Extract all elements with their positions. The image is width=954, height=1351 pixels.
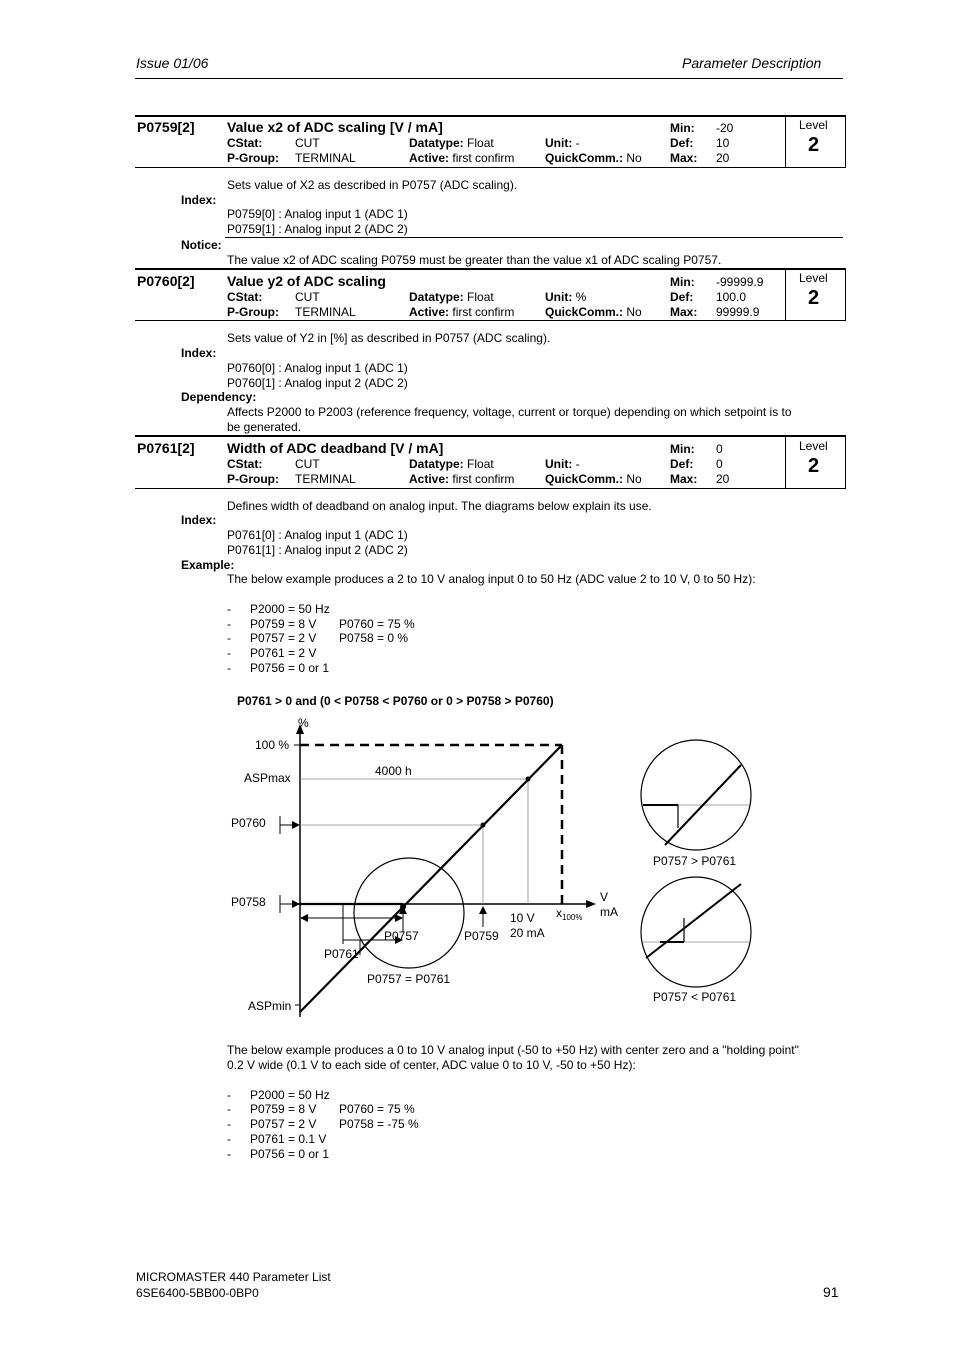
- min-label: Min:: [670, 275, 695, 289]
- eq-caption: P0757 = P0761: [367, 972, 451, 986]
- level-value: 2: [808, 287, 820, 309]
- cstat-label: CStat:: [227, 457, 263, 471]
- quickcomm: QuickComm.: No: [545, 472, 642, 486]
- list-item: - P0757 = 2 V P0758 = 0 %: [227, 631, 409, 645]
- unit: Unit: %: [545, 290, 587, 304]
- unit: Unit: -: [545, 136, 580, 150]
- example2-intro: The below example produces a 0 to 10 V analog input (-50 to +50 Hz) with center zero and a "holding point": [227, 1043, 799, 1057]
- list-item: - P0759 = 8 V P0760 = 75 %: [227, 617, 415, 631]
- level-label: Level: [799, 439, 828, 453]
- dependency-label: Dependency:: [181, 390, 257, 404]
- dependency-text: be generated.: [227, 420, 302, 434]
- unit: Unit: -: [545, 457, 580, 471]
- level-value: 2: [808, 455, 820, 477]
- x-20ma-label: 20 mA: [510, 926, 545, 940]
- datatype: Datatype: Float: [409, 136, 494, 150]
- pgroup-value: TERMINAL: [295, 305, 356, 319]
- p0761-label: P0761: [324, 947, 359, 961]
- gt-inset: [641, 740, 751, 850]
- index-item: P0759[0] : Analog input 1 (ADC 1): [227, 207, 408, 221]
- datatype: Datatype: Float: [409, 290, 494, 304]
- notice-label: Notice:: [181, 238, 222, 252]
- level-label: Level: [799, 271, 828, 285]
- x-arrow-icon: [586, 900, 596, 908]
- cstat-label: CStat:: [227, 136, 263, 150]
- pgroup-value: TERMINAL: [295, 472, 356, 486]
- footer-order-no: 6SE6400-5BB00-0BP0: [136, 1286, 259, 1300]
- index-label: Index:: [181, 346, 217, 360]
- cstat-label: CStat:: [227, 290, 263, 304]
- min-label: Min:: [670, 121, 695, 135]
- list-item: - P2000 = 50 Hz: [227, 602, 330, 616]
- param-id: P0760[2]: [137, 273, 195, 289]
- param-title: Width of ADC deadband [V / mA]: [227, 440, 444, 456]
- y-100-label: 100 %: [255, 738, 290, 752]
- list-item: - P0756 = 0 or 1: [227, 1147, 330, 1161]
- list-item: - P0756 = 0 or 1: [227, 661, 330, 675]
- def-value: 100.0: [716, 290, 747, 304]
- lt-caption: P0757 < P0761: [653, 990, 737, 1004]
- dependency-text: Affects P2000 to P2003 (reference frequency, voltage, current or torque) depending on which setpoint is to: [227, 405, 792, 419]
- def-label: Def:: [670, 136, 694, 150]
- x-unit-ma: mA: [600, 905, 618, 919]
- index-label: Index:: [181, 193, 217, 207]
- pgroup-label: P-Group:: [227, 151, 279, 165]
- min-value: 0: [716, 442, 723, 456]
- pgroup-value: TERMINAL: [295, 151, 356, 165]
- param-id: P0759[2]: [137, 119, 195, 135]
- example-intro: The below example produces a 2 to 10 V analog input 0 to 50 Hz (ADC value 2 to 10 V, 0 to 50 Hz):: [227, 572, 756, 586]
- index-item: P0761[1] : Analog input 2 (ADC 2): [227, 543, 408, 557]
- def-label: Def:: [670, 290, 694, 304]
- index-item: P0759[1] : Analog input 2 (ADC 2): [227, 222, 408, 236]
- diagram-title: P0761 > 0 and (0 < P0758 < P0760 or 0 > P0758 > P0760): [237, 694, 554, 708]
- pgroup-label: P-Group:: [227, 305, 279, 319]
- notice-text: The value x2 of ADC scaling P0759 must be greater than the value x1 of ADC scaling P0757.: [227, 253, 722, 267]
- p0758-label: P0758: [231, 895, 266, 909]
- active: Active: first confirm: [409, 472, 515, 486]
- min-value: -99999.9: [716, 275, 764, 289]
- max-label: Max:: [670, 305, 698, 319]
- level-value: 2: [808, 134, 820, 156]
- cstat-value: CUT: [295, 457, 320, 471]
- def-label: Def:: [670, 457, 694, 471]
- aspmin-label: ASPmin: [248, 999, 292, 1013]
- list-item: - P2000 = 50 Hz: [227, 1088, 330, 1102]
- y-unit-label: %: [298, 716, 309, 730]
- quickcomm: QuickComm.: No: [545, 151, 642, 165]
- param-id: P0761[2]: [137, 440, 195, 456]
- p0759-label: P0759: [464, 929, 499, 943]
- description: Defines width of deadband on analog input. The diagrams below explain its use.: [227, 499, 652, 513]
- param-title: Value x2 of ADC scaling [V / mA]: [227, 119, 443, 135]
- gt-caption: P0757 > P0761: [653, 854, 737, 868]
- p0759-point: [481, 823, 486, 828]
- example2-intro: 0.2 V wide (0.1 V to each side of center, ADC value 0 to 10 V, -50 to +50 Hz):: [227, 1058, 636, 1072]
- cstat-value: CUT: [295, 290, 320, 304]
- level-label: Level: [799, 118, 828, 132]
- index-item: P0761[0] : Analog input 1 (ADC 1): [227, 528, 408, 542]
- max-value: 20: [716, 472, 730, 486]
- active: Active: first confirm: [409, 151, 515, 165]
- max-value: 99999.9: [716, 305, 760, 319]
- list-item: - P0761 = 2 V: [227, 646, 317, 660]
- list-item: - P0761 = 0.1 V: [227, 1132, 327, 1146]
- p0757-label: P0757: [384, 929, 419, 943]
- deadband-circle: [354, 858, 464, 968]
- index-item: P0760[0] : Analog input 1 (ADC 1): [227, 361, 408, 375]
- x100-label: $x_{100\%}$: [556, 906, 583, 922]
- min-value: -20: [716, 121, 734, 135]
- aspmax-point: [526, 777, 531, 782]
- page-number: 91: [823, 1284, 839, 1300]
- max-value: 20: [716, 151, 730, 165]
- p0760-label: P0760: [231, 816, 266, 830]
- list-item: - P0759 = 8 V P0760 = 75 %: [227, 1102, 415, 1116]
- index-item: P0760[1] : Analog input 2 (ADC 2): [227, 376, 408, 390]
- def-value: 0: [716, 457, 723, 471]
- x-unit-v: V: [600, 890, 609, 904]
- pgroup-label: P-Group:: [227, 472, 279, 486]
- description: Sets value of Y2 in [%] as described in P0757 (ADC scaling).: [227, 331, 551, 345]
- lt-inset: [641, 877, 751, 987]
- header-issue: Issue 01/06: [136, 55, 209, 71]
- cstat-value: CUT: [295, 136, 320, 150]
- example-label: Example:: [181, 558, 235, 572]
- param-title: Value y2 of ADC scaling: [227, 273, 386, 289]
- def-value: 10: [716, 136, 730, 150]
- min-label: Min:: [670, 442, 695, 456]
- x-10v-label: 10 V: [510, 911, 535, 925]
- footer-product: MICROMASTER 440 Parameter List: [136, 1270, 331, 1284]
- aspmax-label: ASPmax: [244, 771, 291, 785]
- list-item: - P0757 = 2 V P0758 = -75 %: [227, 1117, 419, 1131]
- header-section: Parameter Description: [682, 55, 822, 71]
- quickcomm: QuickComm.: No: [545, 305, 642, 319]
- index-label: Index:: [181, 513, 217, 527]
- max-label: Max:: [670, 151, 698, 165]
- description: Sets value of X2 as described in P0757 (ADC scaling).: [227, 178, 518, 192]
- datatype: Datatype: Float: [409, 457, 494, 471]
- active: Active: first confirm: [409, 305, 515, 319]
- hours-label: 4000 h: [375, 764, 412, 778]
- max-label: Max:: [670, 472, 698, 486]
